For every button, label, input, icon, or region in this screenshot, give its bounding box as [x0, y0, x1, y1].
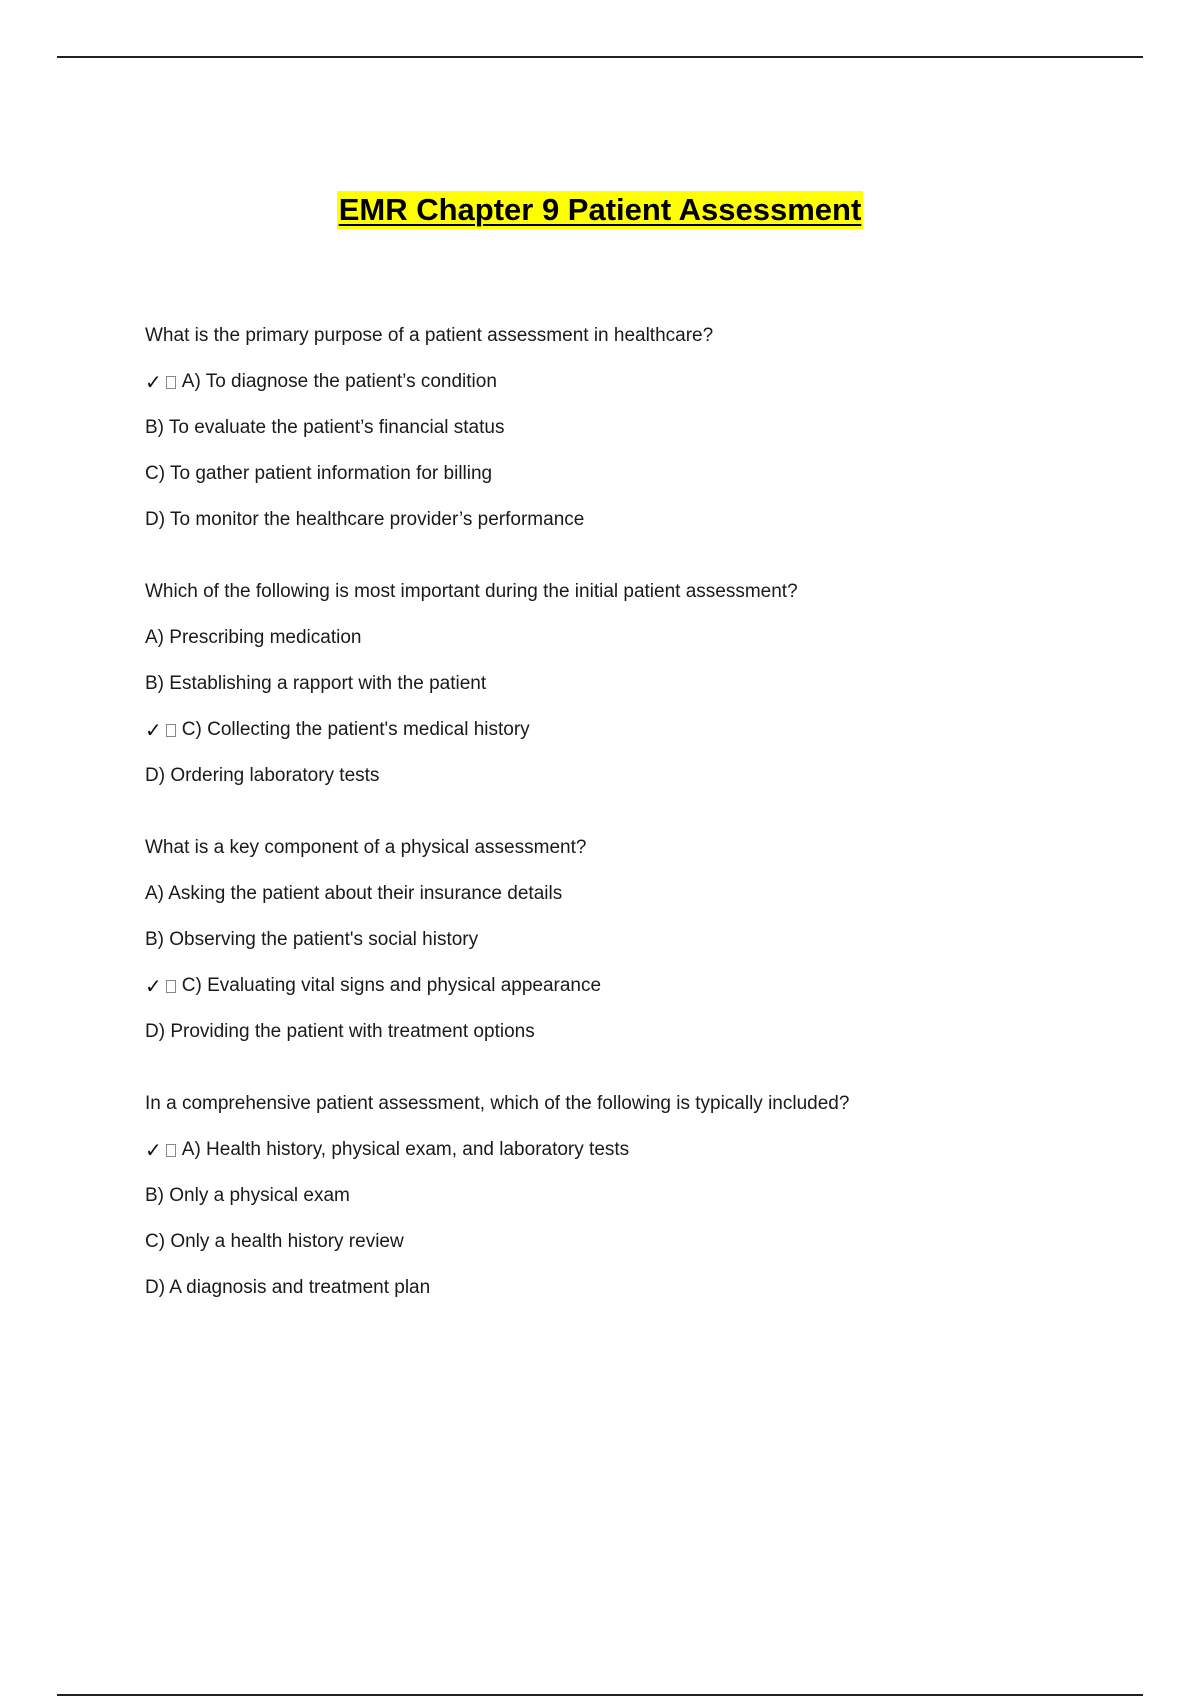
question-text: What is the primary purpose of a patient assessment in healthcare?	[145, 325, 714, 346]
answer-option	[145, 506, 1105, 534]
question-3	[145, 834, 1105, 1046]
question-text: Which of the following is most important during the initial patient assessment?	[145, 581, 798, 602]
title-container	[0, 191, 1200, 229]
option-label: D) Ordering laboratory tests	[145, 765, 380, 786]
question-text: In a comprehensive patient assessment, which of the following is typically included?	[145, 1093, 850, 1114]
option-label: C) To gather patient information for billing	[145, 463, 493, 484]
answer-option	[145, 414, 1105, 442]
answer-options	[145, 624, 1105, 790]
answer-options	[145, 1136, 1105, 1302]
option-label: B) Establishing a rapport with the patient	[145, 673, 487, 694]
question-2	[145, 578, 1105, 790]
answer-option	[145, 1182, 1105, 1210]
checkbox-icon	[166, 376, 176, 389]
answer-option-correct	[145, 972, 1105, 1000]
answer-option	[145, 926, 1105, 954]
checkbox-icon	[166, 724, 176, 737]
answer-option	[145, 1018, 1105, 1046]
answer-option	[145, 460, 1105, 488]
option-label: A) Prescribing medication	[145, 627, 362, 648]
answer-option	[145, 1228, 1105, 1256]
answer-option	[145, 1274, 1105, 1302]
answer-option	[145, 880, 1105, 908]
question-1	[145, 322, 1105, 534]
footer-rule	[57, 1694, 1143, 1696]
checkbox-icon	[166, 980, 176, 993]
checkmark-icon: ✓	[145, 718, 162, 742]
correct-answer-marker	[145, 972, 176, 1000]
answer-options	[145, 368, 1105, 534]
option-label: B) Observing the patient's social history	[145, 929, 479, 950]
checkbox-icon	[166, 1144, 176, 1157]
answer-option	[145, 762, 1105, 790]
answer-option-correct	[145, 368, 1105, 396]
checkmark-icon: ✓	[145, 1138, 162, 1162]
option-label: A) Health history, physical exam, and laboratory tests	[181, 1139, 630, 1160]
answer-option	[145, 670, 1105, 698]
option-label: C) Evaluating vital signs and physical appearance	[181, 975, 602, 996]
option-label: D) Providing the patient with treatment options	[145, 1021, 535, 1042]
option-label: C) Only a health history review	[145, 1231, 404, 1252]
option-label: D) A diagnosis and treatment plan	[145, 1277, 431, 1298]
correct-answer-marker	[145, 716, 176, 744]
question-text: What is a key component of a physical assessment?	[145, 837, 587, 858]
option-label: A) Asking the patient about their insurance details	[145, 883, 563, 904]
question-4	[145, 1090, 1105, 1302]
answer-option	[145, 624, 1105, 652]
answer-option-correct	[145, 1136, 1105, 1164]
option-label: B) Only a physical exam	[145, 1185, 350, 1206]
option-label: C) Collecting the patient's medical history	[181, 719, 530, 740]
page-title: EMR Chapter 9 Patient Assessment	[338, 192, 862, 227]
option-label: A) To diagnose the patient’s condition	[181, 371, 497, 392]
answer-option-correct	[145, 716, 1105, 744]
option-label: B) To evaluate the patient’s financial status	[145, 417, 505, 438]
option-label: D) To monitor the healthcare provider’s performance	[145, 509, 585, 530]
question-list	[145, 322, 1105, 1302]
correct-answer-marker	[145, 1136, 176, 1164]
header-rule	[57, 56, 1143, 58]
checkmark-icon: ✓	[145, 974, 162, 998]
checkmark-icon: ✓	[145, 370, 162, 394]
answer-options	[145, 880, 1105, 1046]
correct-answer-marker	[145, 368, 176, 396]
